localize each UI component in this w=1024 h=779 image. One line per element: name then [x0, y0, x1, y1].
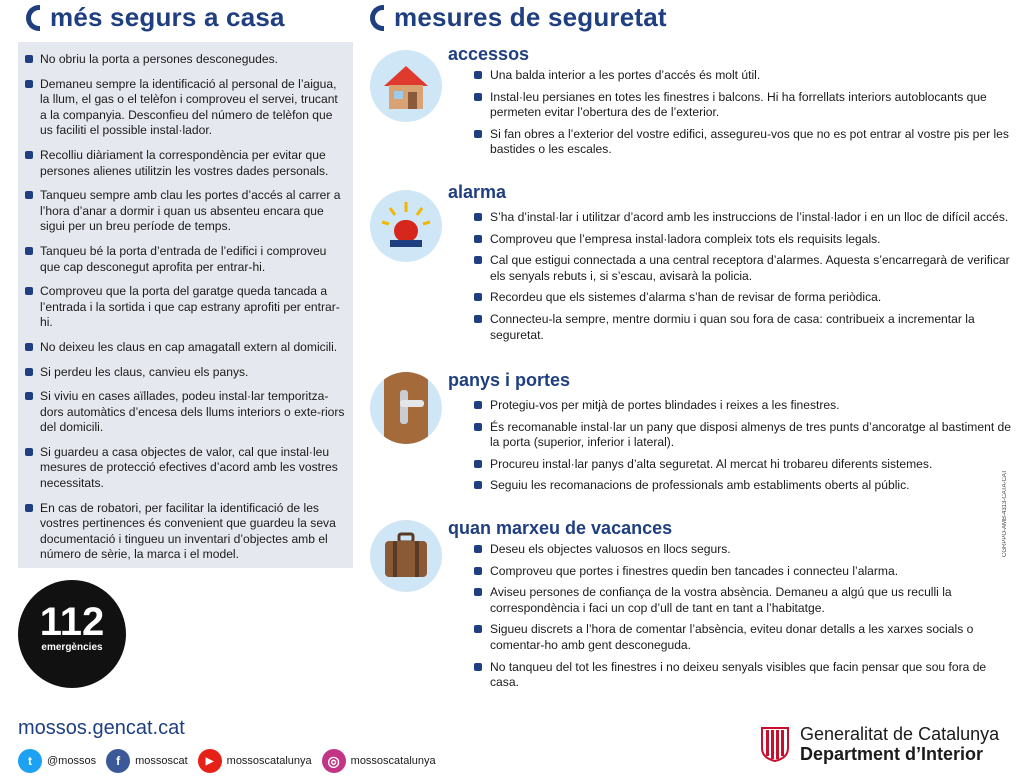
bullet-icon	[25, 368, 33, 376]
bullet-icon	[25, 151, 33, 159]
bullet-icon	[474, 423, 482, 431]
section-list	[490, 542, 1018, 697]
list-item: Seguiu les recomanacions de professionals amb establiments oberts al públic.	[490, 478, 1018, 494]
list-item: No tanqueu del tot les finestres i no deixeu senyals visibles que facin pensar que sou fora de casa.	[490, 660, 1018, 691]
youtube-link[interactable]	[198, 749, 312, 773]
crescent-mark-icon	[370, 5, 384, 31]
generalitat-logo	[760, 724, 999, 764]
list-item: Sigueu discrets a l’hora de comentar l’absència, eviteu donar detalls a les xarxes socials o comentar-ho amb gent desconeguda.	[490, 622, 1018, 653]
bullet-icon	[474, 625, 482, 633]
social-handle: @mossos	[47, 755, 97, 767]
facebook-icon: f	[106, 749, 130, 773]
right-heading	[370, 2, 667, 33]
instagram-link[interactable]	[322, 749, 436, 773]
bullet-icon	[474, 460, 482, 468]
list-item: Connecteu-la sempre, mentre dormiu i quan sou fora de casa: contribueix a incrementar la seguretat.	[490, 312, 1018, 343]
section-title: panys i portes	[448, 370, 571, 390]
social-handle: mossoscatalunya	[350, 755, 436, 767]
list-item: Comproveu que portes i finestres quedin ben tancades i connecteu l’alarma.	[490, 564, 1018, 580]
instagram-icon: ◎	[322, 749, 346, 773]
section-list	[490, 398, 1018, 500]
twitter-link[interactable]	[18, 749, 96, 773]
website-link[interactable]: mossos.gencat.cat	[18, 717, 185, 739]
door-handle-icon	[370, 372, 442, 444]
reference-code: CGRPPO-AMB-4313-CATA-CAT	[1002, 470, 1008, 558]
bullet-icon	[25, 80, 33, 88]
bullet-icon	[25, 191, 33, 199]
section-panys-i-portes	[370, 370, 1020, 510]
bullet-icon	[474, 588, 482, 596]
bullet-icon	[25, 55, 33, 63]
list-item: No deixeu les claus en cap amagatall extern al domicili.	[40, 340, 345, 356]
facebook-link[interactable]	[106, 749, 188, 773]
list-item: Si fan obres a l’exterior del vostre edifici, assegureu-vos que no es pot entrar al vostre pis per les bastides o les escales.	[490, 127, 1018, 158]
bullet-icon	[25, 343, 33, 351]
section-alarma	[370, 182, 1020, 368]
org-name: Generalitat de Catalunya	[800, 724, 1000, 744]
youtube-icon: ▶	[198, 749, 222, 773]
list-item: Deseu els objectes valuosos en llocs segurs.	[490, 542, 1018, 558]
bullet-icon	[25, 287, 33, 295]
list-item: Protegiu-vos per mitjà de portes blindades i reixes a les finestres.	[490, 398, 1018, 414]
section-title: quan marxeu de vacances	[448, 518, 673, 538]
list-item: Si viviu en cases aïllades, podeu instal·lar temporitza-dors automàtics d’encesa dels llums interiors o exte-riors del domicili.	[40, 389, 345, 436]
social-handle: mossoscatalunya	[226, 755, 312, 767]
bullet-icon	[474, 663, 482, 671]
list-item: No obriu la porta a persones desconegudes.	[40, 52, 345, 68]
list-item: Instal·leu persianes en totes les finestres i balcons. Hi ha forrellats interiors autoblocants que permeten evitar l’obertura des de l’exterior.	[490, 90, 1018, 121]
list-item: En cas de robatori, per facilitar la identificació de les vostres pertinences és convenient que guardeu la seva documentació i tingueu un inventari d’objectes amb el número de sèrie, la marca i el model.	[40, 501, 345, 563]
section-list	[490, 68, 1018, 164]
bullet-icon	[474, 315, 482, 323]
bullet-icon	[474, 213, 482, 221]
list-item: S’ha d’instal·lar i utilitzar d’acord amb les instruccions de l’instal·lador i en un lloc de difícil accés.	[490, 210, 1018, 226]
bullet-icon	[474, 293, 482, 301]
section-title: accessos	[448, 44, 530, 64]
twitter-icon: t	[18, 749, 42, 773]
bullet-icon	[25, 392, 33, 400]
bullet-icon	[474, 545, 482, 553]
section-list	[490, 210, 1018, 349]
bullet-icon	[474, 71, 482, 79]
list-item: Recordeu que els sistemes d’alarma s’han de revisar de forma periòdica.	[490, 290, 1018, 306]
catalan-flag-icon	[760, 726, 790, 762]
list-item: Aviseu persones de confiança de la vostra absència. Demaneu a algú que us reculli la correspondència i faci un cop d’ull de tant en tant a l’habitatge.	[490, 585, 1018, 616]
list-item: És recomanable instal·lar un pany que disposi almenys de tres punts d’ancoratge al bastiment de la porta (superior, inferior i lateral).	[490, 420, 1018, 451]
bullet-icon	[474, 235, 482, 243]
section-accessos	[370, 44, 1020, 174]
list-item: Tanqueu bé la porta d’entrada de l’edifici i comproveu que cap desconegut aprofita per entrar-hi.	[40, 244, 345, 275]
department-name: Department d’Interior	[800, 744, 984, 764]
section-vacances	[370, 518, 1020, 708]
emergency-number: 112	[39, 600, 105, 644]
list-item: Una balda interior a les portes d’accés és molt útil.	[490, 68, 1018, 84]
list-item: Tanqueu sempre amb clau les portes d’accés al carrer a l’hora d’anar a dormir i quan us absenteu encara que sigui per un breu període de temps.	[40, 188, 345, 235]
left-heading	[26, 2, 285, 33]
social-links	[18, 749, 446, 773]
bullet-icon	[474, 401, 482, 409]
bullet-icon	[25, 247, 33, 255]
emergency-label: emergències	[41, 642, 103, 653]
list-item: Procureu instal·lar panys d’alta seguretat. Al mercat hi trobareu diferents sistemes.	[490, 457, 1018, 473]
section-title: alarma	[448, 182, 507, 202]
list-item: Comproveu que la porta del garatge queda tancada a l’entrada i la sortida i que cap estrany aprofiti per entrar-hi.	[40, 284, 345, 331]
emergency-112-badge	[18, 580, 126, 688]
home-safety-panel	[18, 42, 353, 568]
left-title: més segurs a casa	[50, 2, 285, 32]
bullet-icon	[25, 504, 33, 512]
house-icon	[370, 50, 442, 122]
crescent-mark-icon	[26, 5, 40, 31]
list-item: Comproveu que l’empresa instal·ladora compleix tots els requisits legals.	[490, 232, 1018, 248]
bullet-icon	[474, 93, 482, 101]
list-item: Si perdeu les claus, canvieu els panys.	[40, 365, 345, 381]
social-handle: mossoscat	[135, 755, 188, 767]
bullet-icon	[474, 481, 482, 489]
list-item: Demaneu sempre la identificació al personal de l’aigua, la llum, el gas o el telèfon i comproveu el servei, trucant a la companyia. Desconfieu del número de telèfon que us faciliti el possible instal·lador.	[40, 77, 345, 139]
bullet-icon	[474, 256, 482, 264]
bullet-icon	[474, 567, 482, 575]
list-item: Si guardeu a casa objectes de valor, cal que instal·leu mesures de protecció efectives d’acord amb les vostres necessitats.	[40, 445, 345, 492]
bullet-icon	[25, 448, 33, 456]
list-item: Cal que estigui connectada a una central receptora d’alarmes. Aquesta s’encarregarà de verificar els senyals rebuts i, si s’escau, avisarà la policia.	[490, 253, 1018, 284]
right-title: mesures de seguretat	[394, 2, 667, 32]
list-item: Recolliu diàriament la correspondència per evitar que persones alienes utilitzin les vostres dades personals.	[40, 148, 345, 179]
suitcase-icon	[370, 520, 442, 592]
bullet-icon	[474, 130, 482, 138]
home-safety-list	[18, 42, 353, 563]
siren-icon	[370, 190, 442, 262]
